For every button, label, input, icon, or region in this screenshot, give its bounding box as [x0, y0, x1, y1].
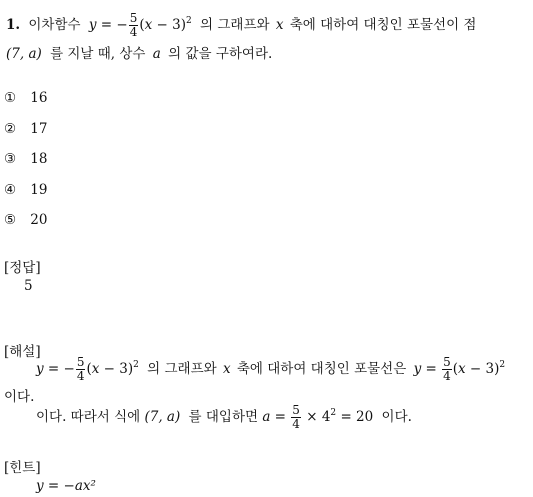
question-point: (7, a)	[6, 46, 42, 62]
choice-value: 19	[30, 182, 48, 198]
hint-heading: [힌트]	[4, 460, 41, 476]
explanation-text-end: 이다.	[381, 409, 412, 425]
explanation-text-axis: 축에 대하여 대칭인 포물선은	[236, 361, 407, 377]
choice-value: 17	[30, 121, 48, 137]
choice-2[interactable]	[4, 121, 47, 137]
explanation-text-substitute: 를 대입하면	[188, 409, 259, 425]
question-var: a	[152, 46, 161, 62]
choice-1[interactable]	[4, 90, 47, 106]
question-line-1	[6, 12, 476, 39]
question-axis-var: x	[275, 17, 284, 33]
explanation-heading: [해설]	[4, 344, 41, 360]
explanation-text-mid: 의 그래프와	[147, 361, 217, 377]
explanation-text-prefix: 이다. 따라서 식에	[36, 409, 141, 425]
choice-value: 18	[30, 151, 48, 167]
explanation-equation-2: y = $\frac{5}{4}$ $(x - 3)^2$	[413, 355, 506, 383]
choice-3[interactable]	[4, 151, 47, 167]
explanation-axis-var: x	[222, 361, 231, 377]
question-text-axis: 축에 대하여 대칭인 포물선이 점	[289, 17, 477, 33]
choice-mark: ⑤	[4, 212, 17, 228]
explanation-line-1	[36, 356, 505, 383]
explanation-line-3	[36, 404, 412, 431]
explanation-equation-3: a = $\frac{5}{4}$ × $4^2 = 20$	[262, 403, 374, 431]
question-line-2	[6, 42, 272, 62]
explanation-line-2: 이다.	[4, 389, 35, 405]
explanation-equation-1: y = − $\frac{5}{4}$ $(x - 3)^2$	[36, 355, 139, 383]
choice-4[interactable]	[4, 182, 47, 198]
question-text-mid: 의 그래프와	[200, 17, 270, 33]
hint-formula: y = −ax²	[36, 478, 96, 494]
question-text-prefix: 이차함수	[28, 17, 81, 33]
question-equation: y = − $\frac{5}{4}$ $(x - 3)^2$	[88, 11, 192, 39]
choice-mark: ②	[4, 121, 17, 137]
choice-5[interactable]	[4, 212, 47, 228]
answer-value: 5	[24, 278, 33, 294]
choice-mark: ①	[4, 90, 17, 106]
answer-heading: [정답]	[4, 260, 41, 276]
question-text-suffix: 를 지날 때, 상수	[50, 46, 146, 62]
question-number: 1.	[6, 17, 21, 33]
choice-mark: ④	[4, 182, 17, 198]
question-text-end: 의 값을 구하여라.	[168, 46, 273, 62]
explanation-point: (7, a)	[144, 409, 181, 425]
choice-value: 16	[30, 90, 48, 106]
choice-mark: ③	[4, 151, 17, 167]
choice-value: 20	[30, 212, 48, 228]
